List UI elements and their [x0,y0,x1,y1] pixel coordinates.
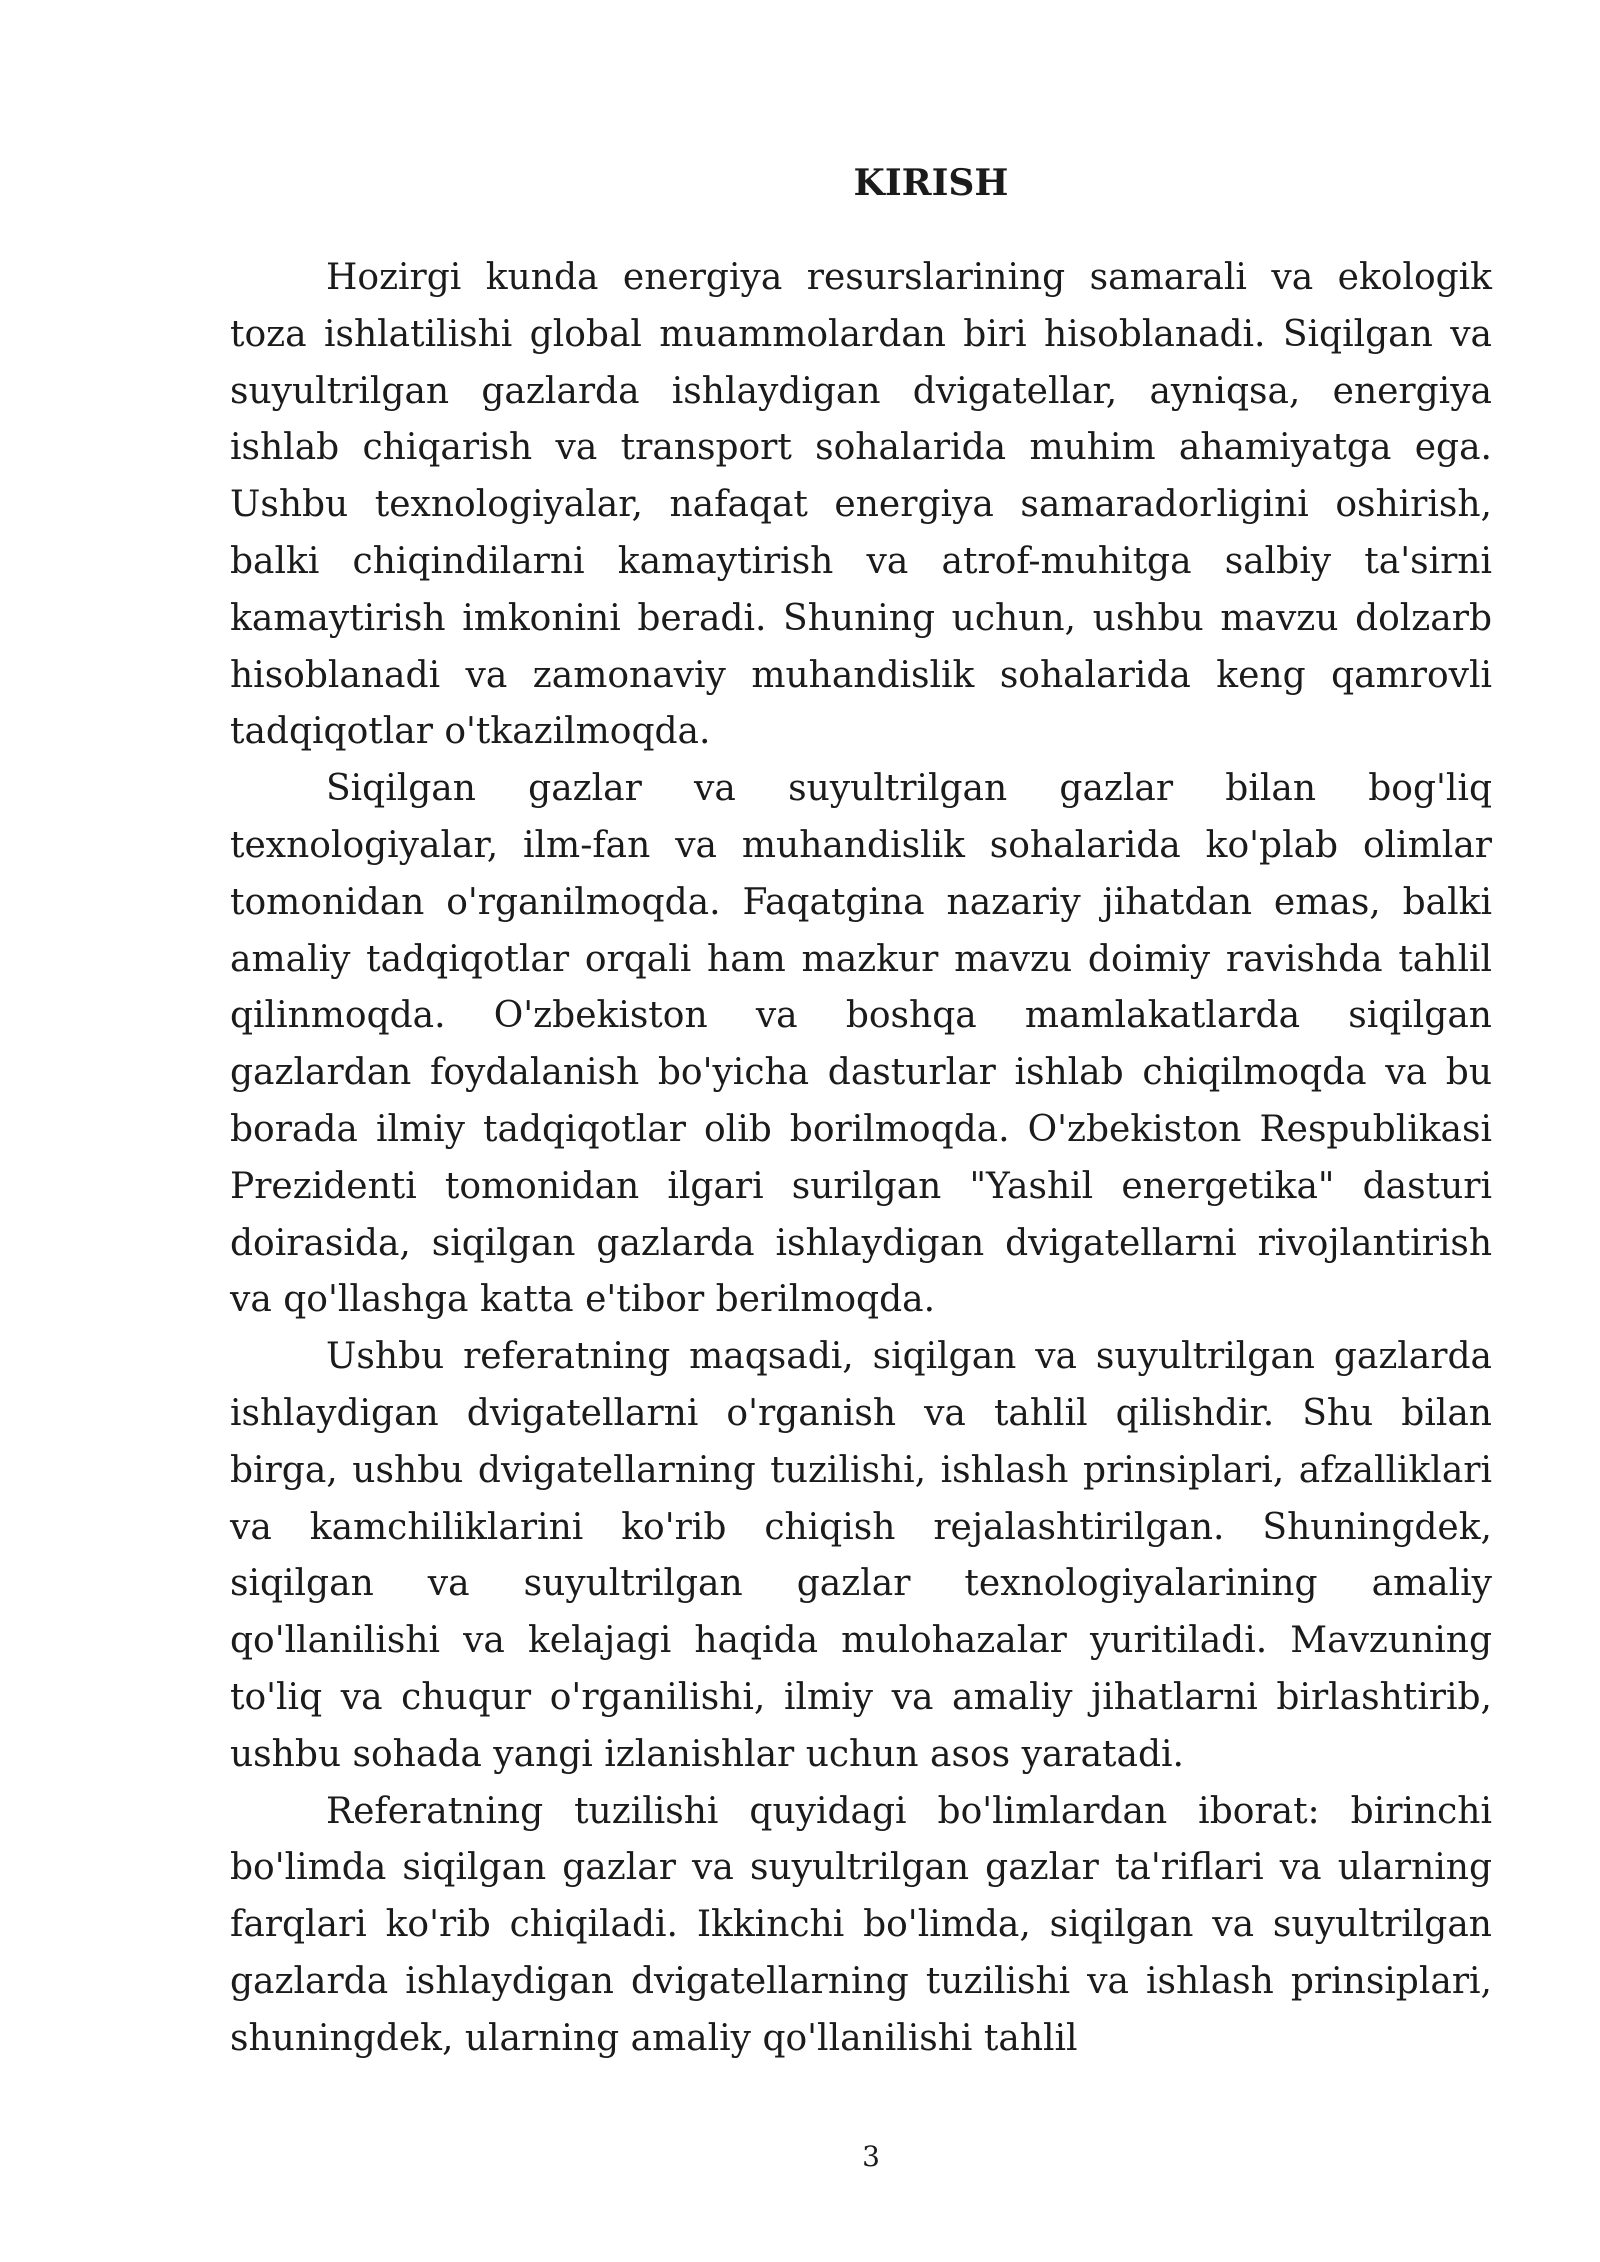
page-number: 3 [862,2140,880,2173]
paragraph-2: Siqilgan gazlar va suyultrilgan gazlar bilan bog'liq texnologiyalar, ilm-fan va muhandislik sohalarida ko'plab olimlar tomonidan o'rganilmoqda. Faqatgina nazariy jihatdan emas, balki amaliy tadqiqotlar orqali ham mazkur mavzu doimiy ravishda tahlil qilinmoqda. O'zbekiston va boshqa mamlakatlarda siqilgan gazlardan foydalanish bo'yicha dasturlar ishlab chiqilmoqda va bu borada ilmiy tadqiqotlar olib borilmoqda. O'zbekiston Respublikasi Prezidenti tomonidan ilgari surilgan "Yashil energetika" dasturi doirasida, siqilgan gazlarda ishlaydigan dvigatellarni rivojlantirish va qo'llashga katta e'tibor berilmoqda. [230,768,1492,1321]
paragraph-4: Referatning tuzilishi quyidagi bo'limlardan iborat: birinchi bo'limda siqilgan gazlar va suyultrilgan gazlar ta'riflari va ularning farqlari ko'rib chiqiladi. Ikkinchi bo'limda, siqilgan va suyultrilgan gazlarda ishlaydigan dvigatellarning tuzilishi va ishlash prinsiplari, shuningdek, ularning amaliy qo'llanilishi tahlil [230,1790,1492,2059]
section-title: KIRISH [853,162,1009,204]
document-body [230,160,1492,2068]
paragraph-1: Hozirgi kunda energiya resurslarining samarali va ekologik toza ishlatilishi global muammolardan biri hisoblanadi. Siqilgan va suyultrilgan gazlarda ishlaydigan dvigatellar, ayniqsa, energiya ishlab chiqarish va transport sohalarida muhim ahamiyatga ega. Ushbu texnologiyalar, nafaqat energiya samaradorligini oshirish, balki chiqindilarni kamaytirish va atrof-muhitga salbiy ta'sirni kamaytirish imkonini beradi. Shuning uchun, ushbu mavzu dolzarb hisoblanadi va zamonaviy muhandislik sohalarida keng qamrovli tadqiqotlar o'tkazilmoqda. [230,257,1492,753]
paragraph-3: Ushbu referatning maqsadi, siqilgan va suyultrilgan gazlarda ishlaydigan dvigatellarni o'rganish va tahlil qilishdir. Shu bilan birga, ushbu dvigatellarning tuzilishi, ishlash prinsiplari, afzalliklari va kamchiliklarini ko'rib chiqish rejalashtirilgan. Shuningdek, siqilgan va suyultrilgan gazlar texnologiyalarining amaliy qo'llanilishi va kelajagi haqida mulohazalar yuritiladi. Mavzuning to'liq va chuqur o'rganilishi, ilmiy va amaliy jihatlarni birlashtirib, ushbu sohada yangi izlanishlar uchun asos yaratadi. [230,1336,1492,1775]
